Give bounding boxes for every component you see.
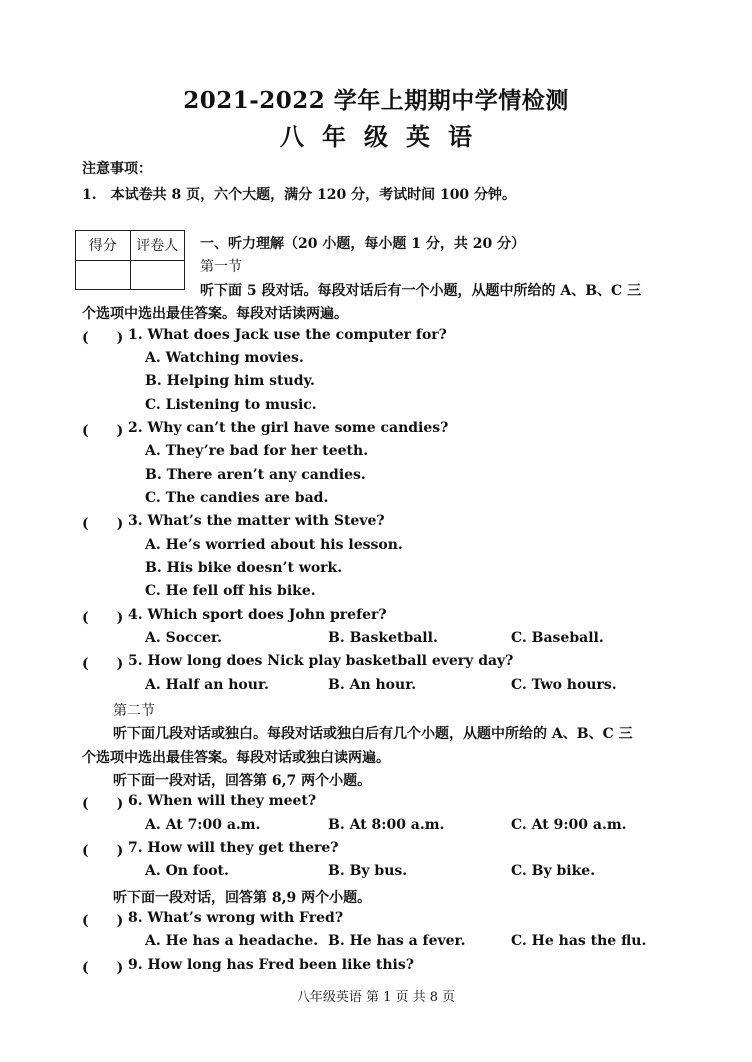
answer-bracket[interactable]: ( ): [82, 843, 124, 859]
option: A. Watching movies.: [145, 350, 304, 366]
group-instruction: 听下面一段对话，回答第 8,9 两个小题。: [113, 890, 372, 906]
group-instruction: 听下面一段对话，回答第 6,7 两个小题。: [113, 773, 372, 789]
option: C. Listening to music.: [145, 397, 317, 413]
subtitle-char: 语: [448, 122, 472, 151]
instructions: 个选项中选出最佳答案。每段对话读两遍。: [82, 306, 348, 322]
option: C. The candies are bad.: [145, 490, 329, 506]
grader-cell[interactable]: [130, 260, 185, 290]
option: A. At 7:00 a.m.: [145, 817, 261, 833]
score-table: [75, 230, 185, 290]
answer-bracket[interactable]: ( ): [82, 960, 124, 976]
question: 5. How long does Nick play basketball every day?: [128, 653, 514, 669]
answer-bracket[interactable]: ( ): [82, 913, 124, 929]
grader-label: 评卷人: [130, 231, 185, 261]
instructions: 听下面几段对话或独白。每段对话或独白后有几个小题，从题中所给的 A、B、C 三: [113, 726, 633, 742]
option: C. He fell off his bike.: [145, 583, 316, 599]
answer-bracket[interactable]: ( ): [82, 516, 124, 532]
instructions: 个选项中选出最佳答案。每段对话或独白读两遍。: [82, 750, 390, 766]
option: A. Half an hour.: [145, 677, 269, 693]
option: B. Helping him study.: [145, 373, 315, 389]
score-label: 得分: [76, 231, 131, 261]
option: C. He has the flu.: [511, 933, 647, 949]
subtitle-char: 级: [364, 122, 388, 151]
subtitle-char: 英: [406, 122, 430, 151]
exam-title: 2021-2022 学年上期期中学情检测: [183, 87, 569, 114]
option: A. Soccer.: [145, 630, 222, 646]
score-cell[interactable]: [76, 260, 131, 290]
subtitle-char: 八: [280, 122, 304, 151]
answer-bracket[interactable]: ( ): [82, 610, 124, 626]
option: C. By bike.: [511, 863, 596, 879]
option: B. He has a fever.: [328, 933, 466, 949]
answer-bracket[interactable]: ( ): [82, 796, 124, 812]
question: 7. How will they get there?: [128, 840, 339, 856]
option: A. He has a headache.: [145, 933, 319, 949]
option: A. They’re bad for her teeth.: [145, 443, 369, 459]
option: B. His bike doesn’t work.: [145, 560, 343, 576]
question: 6. When will they meet?: [128, 793, 317, 809]
option: A. He’s worried about his lesson.: [145, 537, 403, 553]
notice-item: 1. 本试卷共 8 页，六个大题，满分 120 分，考试时间 100 分钟。: [82, 187, 517, 203]
option: A. On foot.: [145, 863, 229, 879]
section-heading: 一、听力理解（20 小题，每小题 1 分，共 20 分）: [200, 236, 526, 252]
option: C. At 9:00 a.m.: [511, 817, 627, 833]
answer-bracket[interactable]: ( ): [82, 423, 124, 439]
exam-subtitle: [0, 117, 752, 152]
notice-heading: 注意事项：: [82, 161, 152, 177]
question: 8. What’s wrong with Fred?: [128, 910, 344, 926]
option: B. An hour.: [328, 677, 417, 693]
question: 4. Which sport does John prefer?: [128, 607, 387, 623]
answer-bracket[interactable]: ( ): [82, 656, 124, 672]
option: B. By bus.: [328, 863, 408, 879]
option: B. There aren’t any candies.: [145, 467, 366, 483]
option: B. At 8:00 a.m.: [328, 817, 445, 833]
option: B. Basketball.: [328, 630, 438, 646]
question: 3. What’s the matter with Steve?: [128, 513, 385, 529]
part-label: 第二节: [113, 703, 155, 719]
answer-bracket[interactable]: ( ): [82, 330, 124, 346]
option: C. Two hours.: [511, 677, 617, 693]
question: 2. Why can’t the girl have some candies?: [128, 420, 449, 436]
instructions: 听下面 5 段对话。每段对话后有一个小题，从题中所给的 A、B、C 三: [200, 283, 642, 299]
part-label: 第一节: [200, 259, 242, 275]
option: C. Baseball.: [511, 630, 604, 646]
question: 1. What does Jack use the computer for?: [128, 327, 447, 343]
subtitle-char: 年: [322, 122, 346, 151]
page-footer: 八年级英语 第 1 页 共 8 页: [296, 990, 456, 1005]
question: 9. How long has Fred been like this?: [128, 957, 414, 973]
